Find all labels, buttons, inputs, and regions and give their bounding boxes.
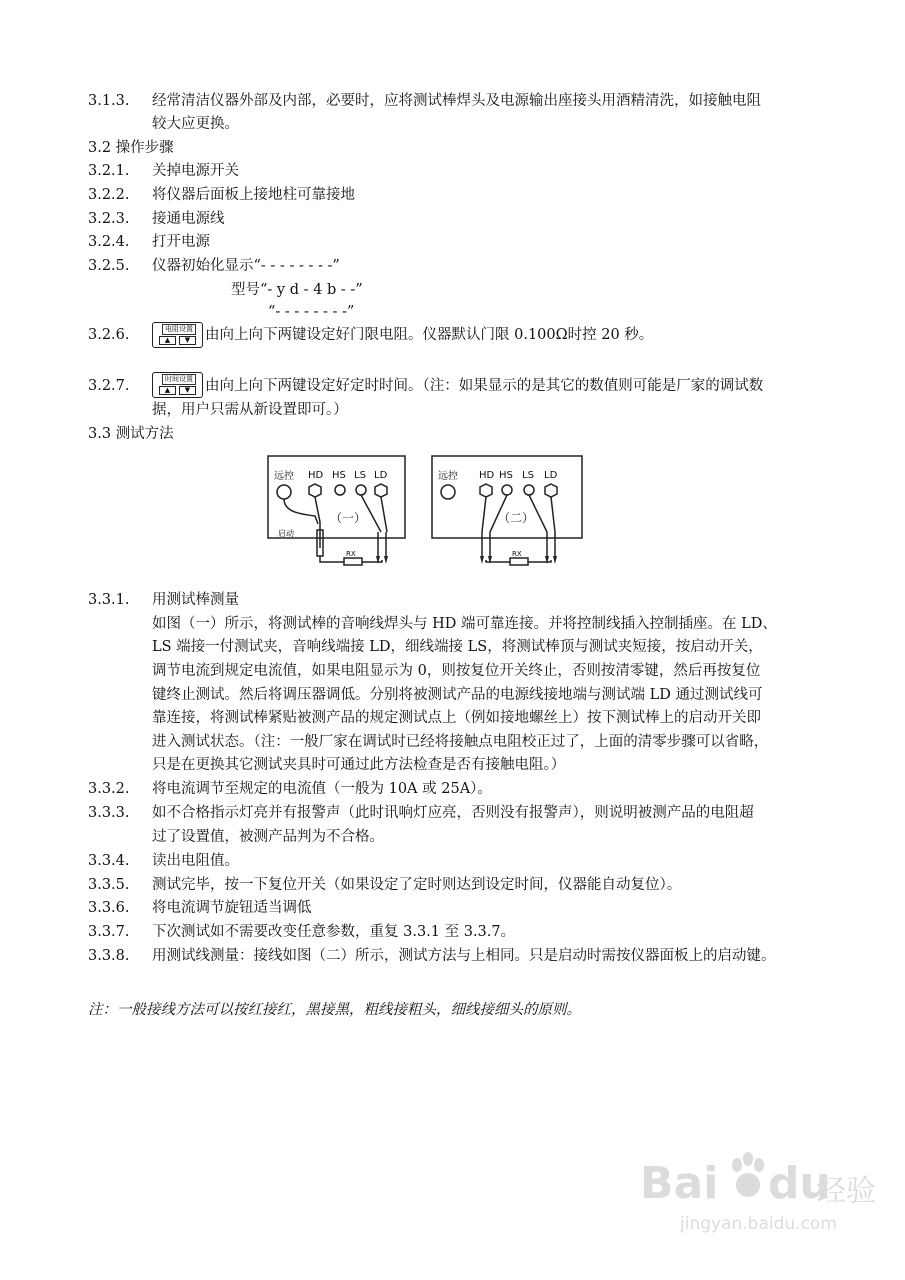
paragraph-line: LS 端接一付测试夹，音响线端接 LD，细线端接 LS，将测试棒顶与测试夹短接，按启动开关， xyxy=(152,639,763,655)
rx-label-1: RX xyxy=(346,550,356,558)
start-label: 启动 xyxy=(278,529,294,538)
item-number: 3.3.8. xyxy=(88,948,130,964)
ls-terminal-1 xyxy=(356,485,366,495)
remote-socket-2 xyxy=(441,485,455,499)
down-key-icon: ▼ xyxy=(179,386,196,395)
item-text: 经常清洁仪器外部及内部，必要时，应将测试棒焊头及电源输出座接头用酒精清洗，如接触电阻 xyxy=(152,93,761,109)
item-number: 3.2.3. xyxy=(88,211,130,227)
item-number: 3.3.5. xyxy=(88,877,130,893)
item-number: 3.2.6. xyxy=(88,327,130,343)
item-title: 用测试棒测量 xyxy=(152,592,239,608)
ld-terminal-2 xyxy=(545,484,557,497)
terminal-hd-2: HD xyxy=(479,470,495,481)
paragraph-line: 进入测试状态。（注：一般厂家在调试时已经将接触点电阻校正过了，上面的清零步骤可以省略， xyxy=(152,734,769,750)
item-text: 用测试线测量：接线如图（二）所示，测试方法与上相同。只是启动时需按仪器面板上的启动键。 xyxy=(152,948,776,964)
item-number: 3.3.3. xyxy=(88,805,130,821)
terminal-ld-1: LD xyxy=(374,470,388,481)
hd-wire-2 xyxy=(482,497,486,532)
item-text: 测试完毕，按一下复位开关（如果设定了定时则达到设定时间，仪器能自动复位）。 xyxy=(152,877,682,893)
clip-tip xyxy=(376,556,380,564)
item-text: 打开电源 xyxy=(152,234,210,250)
ld-wire-2 xyxy=(551,497,555,532)
baidu-jingyan-watermark xyxy=(640,1150,880,1250)
time-setting-keypad-icon xyxy=(152,372,203,398)
heading-3-2: 3.2 操作步骤 xyxy=(88,140,174,156)
watermark-brand: Bai xyxy=(640,1158,719,1209)
item-text: 关掉电源开关 xyxy=(152,163,239,179)
clip-tip xyxy=(553,556,557,564)
key-label: 时间设置 xyxy=(162,374,196,385)
item-number: 3.2.4. xyxy=(88,234,130,250)
item-text-cont: 过了设置值，被测产品判为不合格。 xyxy=(152,829,384,845)
item-number: 3.2.2. xyxy=(88,187,130,203)
hs-terminal-1 xyxy=(335,485,345,495)
resistance-setting-keypad-icon xyxy=(152,322,203,348)
terminal-hs-2: HS xyxy=(499,470,513,481)
up-key-icon: ▲ xyxy=(159,386,176,395)
rx-resistor-1 xyxy=(344,558,362,565)
watermark-brand-2: du xyxy=(768,1158,831,1209)
hs-terminal-2 xyxy=(502,485,512,495)
figure-label-2: （二） xyxy=(498,511,535,525)
item-text: 由向上向下两键设定好门限电阻。仪器默认门限 0.100Ω时控 20 秒。 xyxy=(205,327,654,343)
hd-terminal-2 xyxy=(480,484,492,497)
remote-label-2: 远控 xyxy=(438,471,458,482)
display-model-text: 型号“- y d - 4 b - -” xyxy=(231,282,363,298)
item-number: 3.2.1. xyxy=(88,163,130,179)
clip-tip xyxy=(480,556,484,564)
item-text: 读出电阻值。 xyxy=(152,853,239,869)
down-key-icon: ▼ xyxy=(179,336,196,345)
watermark-cn: 经验 xyxy=(816,1174,876,1209)
item-text-cont: 较大应更换。 xyxy=(152,116,239,132)
item-number: 3.2.5. xyxy=(88,258,130,274)
item-text: 将仪器后面板上接地柱可靠接地 xyxy=(152,187,355,203)
bottom-wire-1 xyxy=(320,556,344,562)
bottom-wire-1b xyxy=(362,560,382,562)
item-number: 3.3.6. xyxy=(88,900,130,916)
item-text: 如不合格指示灯亮并有报警声（此时讯响灯应亮，否则没有报警声），则说明被测产品的电阻超 xyxy=(152,805,754,821)
up-key-icon: ▲ xyxy=(159,336,176,345)
item-text: 将电流调节旋钮适当调低 xyxy=(152,900,312,916)
item-number: 3.3.7. xyxy=(88,924,130,940)
clip-tip xyxy=(545,556,549,564)
display-init-text: 仪器初始化显示“- - - - - - - -” xyxy=(152,258,340,274)
wiring-diagram xyxy=(260,452,590,580)
paragraph-line: 靠连接，将测试棒紧贴被测产品的规定测试点上（例如接地螺丝上）按下测试棒上的启动开关即 xyxy=(152,710,761,726)
item-text: 由向上向下两键设定好定时时间。（注：如果显示的是其它的数值则可能是厂家的调试数 xyxy=(205,378,764,394)
italic-note: 注：一般接线方法可以按红接红，黑接黑，粗线接粗头，细线接细头的原则。 xyxy=(88,1002,581,1018)
instrument-panel-2 xyxy=(432,456,582,538)
item-number: 3.3.1. xyxy=(88,592,130,608)
item-number: 3.2.7. xyxy=(88,378,130,394)
item-text-cont: 据，用户只需从新设置即可。） xyxy=(152,402,348,418)
item-text: 下次测试如不需要改变任意参数，重复 3.3.1 至 3.3.7。 xyxy=(152,924,516,940)
remote-socket-1 xyxy=(277,485,291,499)
terminal-ls-2: LS xyxy=(522,470,534,481)
paragraph-line: 调节电流到规定电流值，如果电阻显示为 0，则按复位开关终止，否则按清零键，然后再按复位 xyxy=(152,663,761,679)
figure-label-1: （一） xyxy=(330,511,367,525)
remote-label-1: 远控 xyxy=(274,471,294,482)
hd-terminal-1 xyxy=(309,484,321,497)
paw-icon xyxy=(728,1152,768,1202)
item-number: 3.3.4. xyxy=(88,853,130,869)
ld-wire-1 xyxy=(381,497,387,532)
heading-3-3: 3.3 测试方法 xyxy=(88,426,174,442)
ld-terminal-1 xyxy=(375,484,387,497)
terminal-hs-1: HS xyxy=(332,470,346,481)
clip-tip xyxy=(488,556,492,564)
paragraph-line: 如图（一）所示，将测试棒的音响线焊头与 HD 端可靠连接。并将控制线插入控制插座。在 LD、 xyxy=(152,616,777,632)
watermark-url: jingyan.baidu.com xyxy=(680,1214,837,1234)
item-number: 3.3.2. xyxy=(88,781,130,797)
terminal-ls-1: LS xyxy=(354,470,366,481)
rx-label-2: RX xyxy=(512,550,522,558)
rx-resistor-2 xyxy=(510,558,528,565)
key-label: 电阻设置 xyxy=(162,324,196,335)
terminal-hd-1: HD xyxy=(308,470,324,481)
control-wire-1 xyxy=(284,499,318,524)
clip-tip xyxy=(384,556,388,564)
item-number: 3.1.3. xyxy=(88,93,130,109)
item-text: 将电流调节至规定的电流值（一般为 10A 或 25A）。 xyxy=(152,781,492,797)
item-text: 接通电源线 xyxy=(152,211,225,227)
paragraph-line: 只是在更换其它测试夹具时可通过此方法检查是否有接触电阻。） xyxy=(152,757,566,773)
terminal-ld-2: LD xyxy=(544,470,558,481)
paragraph-line: 键终止测试。然后将调压器调低。分别将被测试产品的电源线接地端与测试端 LD 通过测试线可 xyxy=(152,687,763,703)
display-blank-text: “- - - - - - - -” xyxy=(268,304,355,320)
ls-terminal-2 xyxy=(524,485,534,495)
